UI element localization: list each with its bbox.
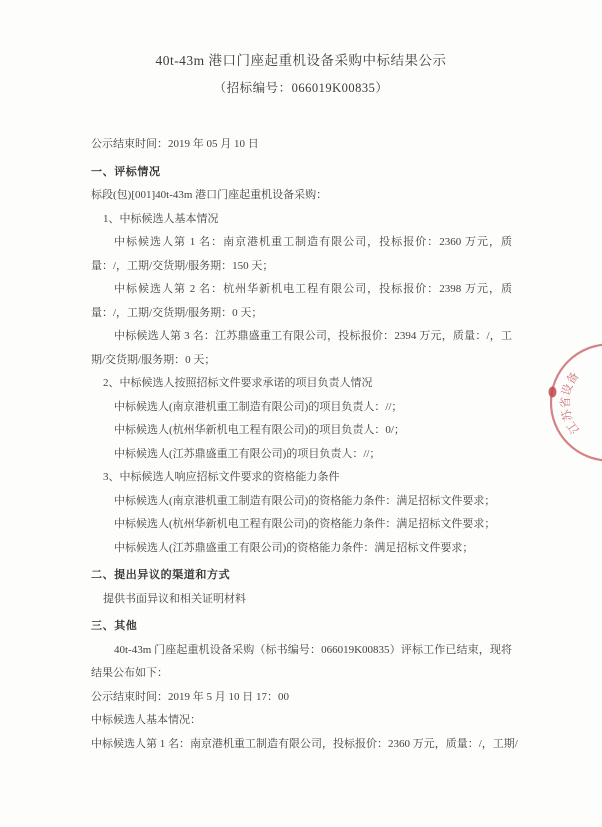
qualification-3-info: 中标候选人(江苏鼎盛重工有限公司)的资格能力条件：满足招标文件要求； [114, 541, 474, 554]
manager-3-info: 中标候选人(江苏鼎盛重工有限公司)的项目负责人：//； [114, 447, 381, 460]
stamp-arc-text [558, 369, 582, 436]
manager-1-info: 中标候选人(南京港机重工制造有限公司)的项目负责人：//； [114, 400, 403, 413]
document-title: 40t-43m 港口门座起重机设备采购中标结果公示 [155, 53, 447, 68]
svg-text:江: 江 [565, 419, 583, 436]
qualification-2-info: 中标候选人(杭州华新机电工程有限公司)的资格能力条件：满足招标文件要求； [114, 518, 496, 530]
section-objection-heading: 二、提出异议的渠道和方式 [91, 569, 231, 581]
stamp-circle-border [551, 345, 602, 461]
candidate-1-info: 中标候选人第 1 名：南京港机重工制造有限公司，投标报价：2360 万元，质量：/，工期/交货期/服务期：150 天； [91, 236, 512, 272]
svg-text:设: 设 [560, 382, 576, 398]
svg-text:省: 省 [560, 396, 572, 409]
svg-text:备: 备 [565, 370, 582, 387]
qualification-1-info: 中标候选人(南京港机重工制造有限公司)的资格能力条件：满足招标文件要求； [114, 494, 496, 507]
lot-description: 标段(包)[001]40t-43m 港口门座起重机设备采购： [91, 189, 328, 201]
section-evaluation-heading: 一、评标情况 [91, 165, 161, 178]
svg-text:苏: 苏 [560, 407, 576, 423]
stamp-ink-blot [549, 387, 557, 398]
project-managers-heading: 2、中标候选人按照招标文件要求承诺的项目负责人情况 [103, 377, 373, 389]
objection-method: 提供书面异议和相关证明材料 [103, 592, 246, 605]
document-body [91, 133, 518, 756]
other-publicity-end-time: 公示结束时间：2019 年 5 月 10 日 17：00 [91, 690, 289, 703]
bid-reference-number: （招标编号：066019K00835） [213, 81, 389, 95]
red-seal-stamp-icon [532, 328, 602, 478]
other-basic-info-heading: 中标候选人基本情况： [91, 714, 201, 726]
other-intro: 40t-43m 门座起重机设备采购（标书编号：066019K00835）评标工作已结束，现将结果公布如下： [91, 643, 512, 679]
candidate-2-info: 中标候选人第 2 名：杭州华新机电工程有限公司，投标报价：2398 万元，质量：/，工期/交货期/服务期：0 天； [91, 283, 512, 319]
manager-2-info: 中标候选人(杭州华新机电工程有限公司)的项目负责人：0/； [114, 424, 405, 436]
candidates-basic-info-heading: 1、中标候选人基本情况 [103, 212, 219, 225]
candidate-3-info: 中标候选人第 3 名：江苏鼎盛重工有限公司，投标报价：2394 万元，质量：/，工期/交货期/服务期：0 天； [91, 330, 512, 366]
other-candidate-1-info: 中标候选人第 1 名：南京港机重工制造有限公司，投标报价：2360 万元，质量：/，工期/ [91, 737, 518, 750]
section-other-heading: 三、其他 [91, 620, 138, 632]
qualifications-heading: 3、中标候选人响应招标文件要求的资格能力条件 [103, 471, 340, 483]
publicity-end-date: 公示结束时间：2019 年 05 月 10 日 [91, 138, 259, 150]
